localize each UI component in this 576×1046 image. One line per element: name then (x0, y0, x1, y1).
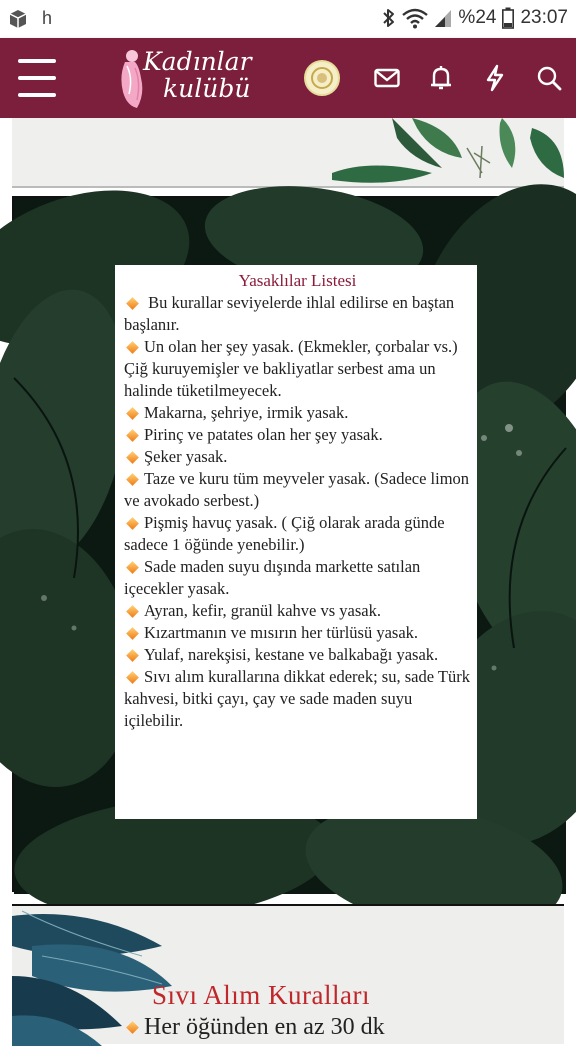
battery-level: %24 (458, 7, 497, 28)
bullet-diamond-icon (126, 1022, 139, 1035)
lightning-icon[interactable] (482, 62, 508, 94)
clock: 23:07 (520, 7, 568, 28)
list-item: Sıvı alım kurallarına dikkat ederek; su, sade Türk kahvesi, bitki çayı, çay ve sade maden suyu içilebilir. (124, 667, 470, 730)
next-image-card (12, 904, 564, 1044)
list-item: Yulaf, narekşisi, kestane ve balkabağı yasak. (124, 644, 471, 666)
bell-icon[interactable] (428, 62, 454, 94)
list-item: Pişmiş havuç yasak. ( Çiğ olarak arada günde sadece 1 öğünde yenebilir.) (124, 513, 445, 554)
previous-image-card (12, 118, 564, 188)
bullet-diamond-icon (126, 341, 139, 354)
wifi-icon (402, 7, 428, 29)
app-bar (0, 38, 576, 118)
bullet-diamond-icon (126, 429, 139, 442)
logo-line-1: Kadınlar (143, 47, 252, 76)
list-item: Un olan her şey yasak. (Ekmekler, çorbalar vs.) Çiğ kuruyemişler ve bakliyatlar serbest ama un halinde tüketilmeyecek. (124, 337, 458, 400)
list-title: Yasaklılar Listesi (238, 271, 357, 290)
menu-icon[interactable] (18, 59, 56, 97)
bullet-diamond-icon (126, 517, 139, 530)
list-item: Makarna, şehriye, irmik yasak. (124, 402, 471, 424)
bullet-diamond-icon (126, 627, 139, 640)
forbidden-items-list (124, 292, 471, 732)
bullet-diamond-icon (126, 671, 139, 684)
list-item: Pirinç ve patates olan her şey yasak. (124, 424, 471, 446)
section-title: Sıvı Alım Kuralları (152, 980, 370, 1010)
mail-icon[interactable] (374, 62, 400, 94)
article-content[interactable] (0, 118, 576, 1040)
list-item: Bu kurallar seviyelerde ihlal edilirse en baştan başlanır. (124, 293, 455, 334)
bullet-diamond-icon (126, 561, 139, 574)
bullet-diamond-icon (126, 605, 139, 618)
bullet-diamond-icon (126, 451, 139, 464)
diet-rules-image (12, 196, 564, 892)
section-first-line: Her öğünden en az 30 dk (124, 1014, 385, 1041)
app-notification-icon (8, 9, 28, 29)
bullet-diamond-icon (126, 473, 139, 486)
list-item: Şeker yasak. (124, 446, 471, 468)
logo-line-2: kulübü (163, 74, 251, 103)
search-icon[interactable] (536, 62, 562, 94)
bullet-diamond-icon (126, 297, 139, 310)
list-item: Sade maden suyu dışında markette satılan içecekler yasak. (124, 557, 421, 598)
bluetooth-icon (382, 7, 396, 29)
forbidden-list-box (115, 265, 477, 819)
bullet-diamond-icon (126, 407, 139, 420)
notification-app-label: h (42, 8, 53, 28)
list-item: Ayran, kefir, granül kahve vs yasak. (124, 600, 471, 622)
status-bar (0, 0, 576, 38)
avatar[interactable] (304, 60, 340, 96)
badge-emblem-icon (306, 62, 338, 94)
list-item: Taze ve kuru tüm meyveler yasak. (Sadece limon ve avokado serbest.) (124, 469, 470, 510)
battery-icon (502, 7, 514, 29)
logo-text (143, 48, 252, 102)
site-logo[interactable] (115, 46, 275, 110)
list-item: Kızartmanın ve mısırın her türlüsü yasak. (124, 622, 471, 644)
decorative-leaves-icon (12, 118, 564, 186)
signal-icon (434, 8, 452, 28)
bullet-diamond-icon (126, 649, 139, 662)
